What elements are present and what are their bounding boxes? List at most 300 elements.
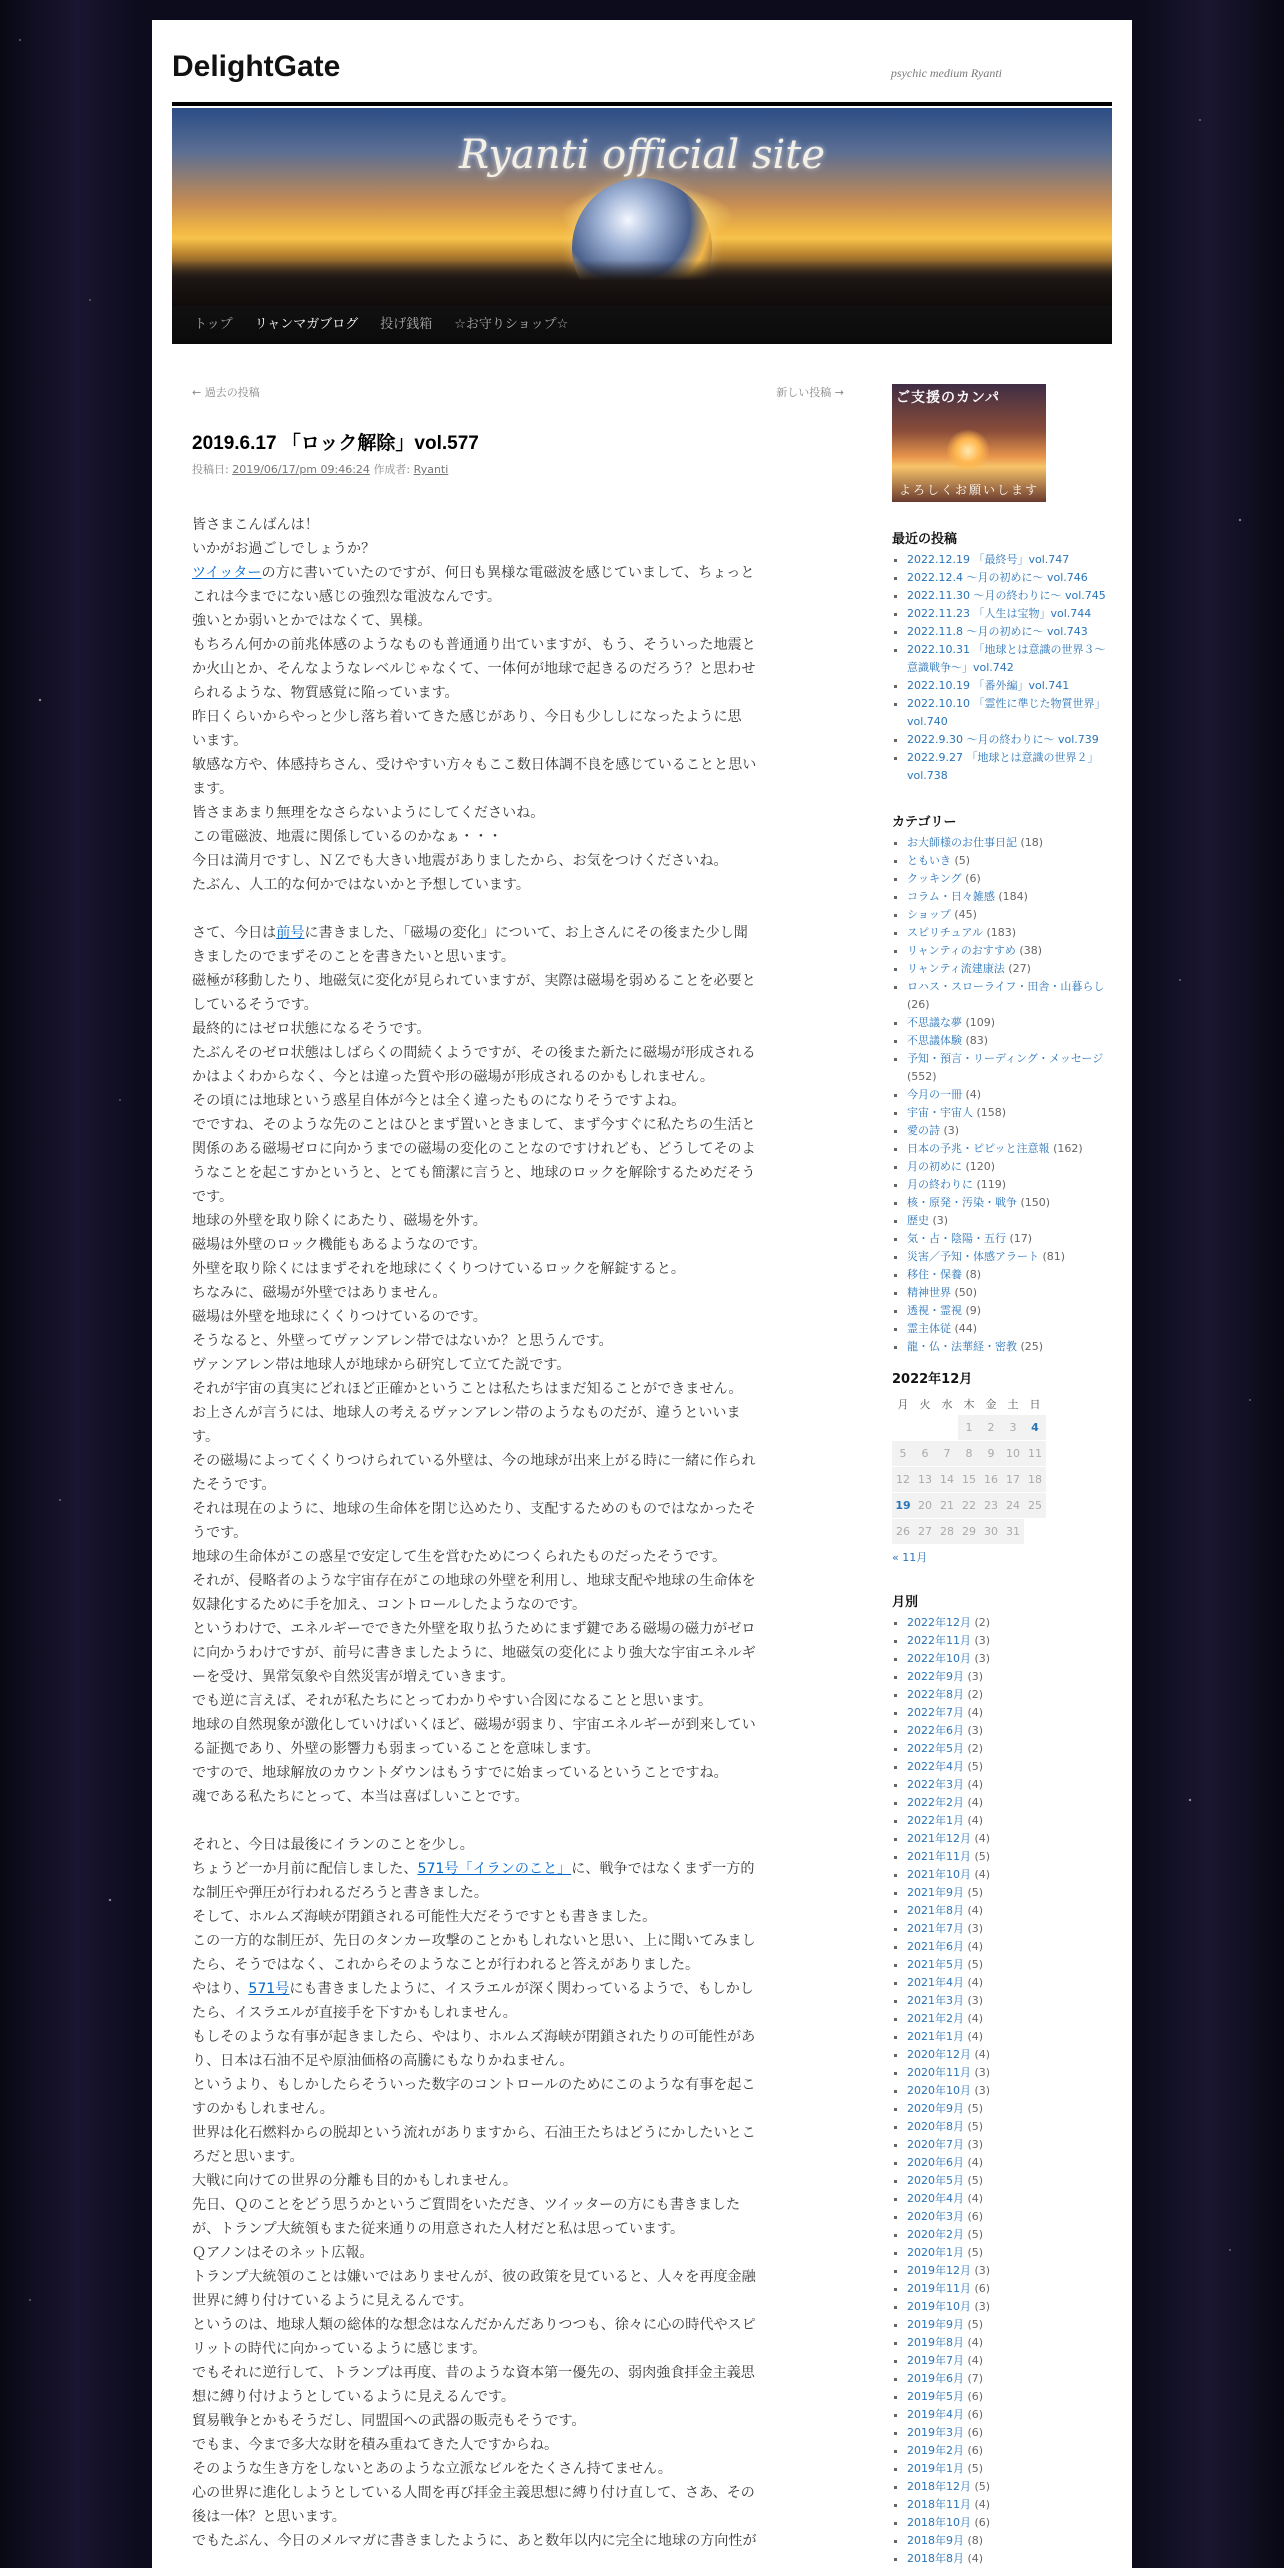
archive-link[interactable]: 2021年8月 [907, 1904, 964, 1917]
archive-count: (4) [967, 1814, 984, 1827]
post-text: 磁場は外壁を地球にくくりつけているのです。 [192, 1309, 487, 1325]
archive-item [907, 1992, 1107, 2010]
post-line [192, 1953, 832, 1977]
category-count: (38) [1019, 944, 1042, 957]
post-text: すのかもしれません。 [192, 2101, 334, 2117]
category-link[interactable]: クッキング [907, 872, 962, 885]
archive-link[interactable]: 2019年9月 [907, 2318, 964, 2331]
post-line [192, 1233, 832, 1257]
recent-post-link[interactable]: 2022.11.8 ～月の初めに～ vol.743 [907, 625, 1088, 638]
archive-link[interactable]: 2018年8月 [907, 2552, 964, 2565]
category-item [907, 1194, 1107, 1212]
category-count: (81) [1042, 1250, 1066, 1263]
archive-link[interactable]: 2020年8月 [907, 2120, 964, 2133]
post-text: 後は一体？と思います。 [192, 2509, 346, 2525]
category-count: (44) [954, 1322, 978, 1335]
page-wrapper [152, 20, 1132, 2568]
archive-link[interactable]: 2020年1月 [907, 2246, 964, 2259]
calendar-weekday: 水 [941, 1398, 953, 1411]
archive-count: (4) [967, 1976, 984, 1989]
calendar-day: 17 [1002, 1467, 1024, 1492]
recent-post-item [907, 551, 1107, 569]
category-count: (119) [976, 1178, 1007, 1191]
recent-post-link[interactable]: 2022.10.19 「番外編」vol.741 [907, 679, 1070, 692]
category-count: (162) [1053, 1142, 1083, 1155]
archive-item [907, 2550, 1107, 2568]
post-line [192, 1017, 832, 1041]
calendar-prev-month-link[interactable]: « 11月 [892, 1551, 928, 1564]
archive-count: (5) [974, 2480, 991, 2493]
category-link[interactable]: 霊主体従 [907, 1322, 951, 1335]
archive-count: (3) [967, 2138, 984, 2151]
category-count: (9) [965, 1304, 982, 1317]
post-text: 先日、Ｑのことをどう思うかというご質問をいただき、ツイッターの方にも書きました [192, 2197, 741, 2213]
post-line [192, 1521, 832, 1545]
category-count: (183) [986, 926, 1017, 939]
archive-link[interactable]: 2022年11月 [907, 1634, 971, 1647]
archive-link[interactable]: 2022年5月 [907, 1742, 964, 1755]
recent-post-link[interactable]: 2022.9.30 ～月の終わりに～ vol.739 [907, 733, 1099, 746]
post-line [192, 513, 832, 537]
archive-link[interactable]: 2020年4月 [907, 2192, 964, 2205]
archive-item [907, 1686, 1107, 1704]
post-line [192, 825, 832, 849]
archive-count: (4) [967, 2354, 984, 2367]
archive-count: (2) [974, 1616, 991, 1629]
archive-link[interactable]: 2020年10月 [907, 2084, 971, 2097]
calendar-day: 28 [936, 1519, 958, 1544]
post-text: の方に書いていたのですが、何日も異様な電磁波を感じていまして、ちょっと [261, 565, 755, 581]
archive-count: (5) [967, 2318, 984, 2331]
nav-item-top[interactable]: トップ [194, 317, 233, 332]
post-line [192, 993, 832, 1017]
category-link[interactable]: 今月の一冊 [907, 1088, 962, 1101]
archive-count: (3) [967, 1994, 984, 2007]
post-text: 世界は化石燃料からの脱却という流れがありますから、石油王たちはどうにかしたいとこ [192, 2125, 756, 2141]
archive-link[interactable]: 2021年7月 [907, 1922, 964, 1935]
category-link[interactable]: 移住・保養 [907, 1268, 962, 1281]
archive-item [907, 1974, 1107, 1992]
post-text: もちろん何かの前兆体感のようなものも普通通り出ていますが、もう、そういった地震と [192, 637, 756, 653]
category-link[interactable]: ともいき [907, 854, 951, 867]
category-item [907, 1014, 1107, 1032]
post-text: リットの時代に向かっているように感じます。 [192, 2341, 487, 2357]
post-line [192, 2241, 832, 2265]
archive-link[interactable]: 2020年11月 [907, 2066, 971, 2079]
paragraph-gap [192, 1809, 832, 1833]
post-line [192, 1713, 832, 1737]
nav-item-tip-box[interactable]: 投げ銭箱 [380, 317, 433, 332]
category-count: (25) [1020, 1340, 1044, 1353]
archive-count: (4) [974, 1832, 991, 1845]
archive-link[interactable]: 2019年1月 [907, 2462, 964, 2475]
archive-link[interactable]: 2022年10月 [907, 1652, 971, 1665]
nav-item-blog[interactable]: リャンマガブログ [254, 317, 359, 332]
site-description: psychic medium Ryanti [890, 66, 1002, 80]
archive-item [907, 2352, 1107, 2370]
archive-count: (3) [974, 1634, 991, 1647]
archive-link[interactable]: 2022年7月 [907, 1706, 964, 1719]
recent-posts-title: 最近の投稿 [892, 532, 958, 547]
archive-count: (4) [967, 1778, 984, 1791]
category-link[interactable]: 龍・仏・法華経・密教 [907, 1340, 1017, 1353]
category-count: (8) [965, 1268, 982, 1281]
post-line [192, 1905, 832, 1929]
archive-item [907, 2136, 1107, 2154]
nav-item-shop[interactable]: ☆お守りショップ☆ [454, 317, 569, 332]
calendar-empty-cell [914, 1415, 936, 1440]
post-text: というより、もしかしたらそういった数字のコントロールのためにこのような有事を起こ [192, 2077, 756, 2093]
post-text: です。 [192, 1189, 234, 1205]
archive-count: (4) [967, 1706, 984, 1719]
recent-post-item [907, 569, 1107, 587]
archive-link[interactable]: 2022年8月 [907, 1688, 964, 1701]
category-link[interactable]: 核・原発・汚染・戦争 [907, 1196, 1017, 1209]
inline-link[interactable]: ツイッター [192, 565, 262, 581]
category-link[interactable]: スピリチュアル [907, 926, 984, 939]
post-line [192, 2481, 832, 2505]
recent-post-link[interactable]: 2022.10.10 「霊性に準じた物質世界」vol.740 [907, 697, 1106, 728]
calendar-day: 20 [914, 1493, 936, 1518]
archive-item [907, 2154, 1107, 2172]
post-text: でもま、今まで多大な財を積み重ねてきた人ですからね。 [192, 2437, 559, 2453]
post-date-link[interactable]: 2019/06/17/pm 09:46:24 [232, 463, 370, 476]
post-line [192, 2529, 832, 2553]
post-line [192, 1785, 832, 1809]
post-text: ですので、地球解放のカウントダウンはもうすでに始まっているということですね。 [192, 1765, 728, 1781]
recent-post-item [907, 605, 1107, 623]
category-link[interactable]: 愛の詩 [907, 1124, 940, 1137]
post-text: 奴隷化するために手を加え、コントロールしたようなのです。 [192, 1597, 587, 1613]
post-text: な制圧や弾圧が行われるだろうと書きました。 [192, 1885, 488, 1901]
post-text: 地球の生命体がこの惑星で安定して生を営むためにつくられたものだったそうです。 [192, 1549, 727, 1565]
recent-post-item [907, 749, 1107, 785]
archive-link[interactable]: 2018年10月 [907, 2516, 971, 2529]
post-line [192, 1089, 832, 1113]
archives-list [892, 1614, 1107, 2568]
post-line [192, 945, 832, 969]
archive-link[interactable]: 2022年1月 [907, 1814, 964, 1827]
archive-count: (4) [967, 2336, 984, 2349]
recent-post-link[interactable]: 2022.11.23 「人生は宝物」vol.744 [907, 607, 1092, 620]
post-line [192, 777, 832, 801]
inline-link[interactable]: 571号「イランのこと」 [417, 1861, 572, 1877]
category-count: (552) [907, 1070, 937, 1083]
post-text: 最終的にはゼロ状態になるそうです。 [192, 1021, 431, 1037]
archive-item [907, 1920, 1107, 1938]
category-item [907, 1338, 1107, 1356]
recent-post-item [907, 623, 1107, 641]
post-text: 大戦に向けての世界の分離も目的かもしれません。 [192, 2173, 517, 2189]
calendar-day: 30 [980, 1519, 1002, 1544]
post-text: り、日本は石油不足や原油価格の高騰にもなりかねません。 [192, 2053, 574, 2069]
archive-link[interactable]: 2020年2月 [907, 2228, 964, 2241]
archive-link[interactable]: 2020年9月 [907, 2102, 964, 2115]
recent-post-link[interactable]: 2022.9.27 「地球とは意識の世界２」vol.738 [907, 751, 1099, 782]
category-link[interactable]: 災害／予知・体感アラート [907, 1250, 1039, 1263]
post-line [192, 2409, 832, 2433]
archive-link[interactable]: 2022年2月 [907, 1796, 964, 1809]
archive-link[interactable]: 2021年11月 [907, 1850, 971, 1863]
archive-item [907, 2082, 1107, 2100]
next-post-link[interactable]: 新しい投稿 → [776, 386, 844, 399]
archive-link[interactable]: 2019年3月 [907, 2426, 964, 2439]
category-link[interactable]: コラム・日々雑感 [907, 890, 995, 903]
category-link[interactable]: 透視・霊視 [907, 1304, 962, 1317]
archive-item [907, 2406, 1107, 2424]
category-item [907, 1104, 1107, 1122]
post-line [192, 2193, 832, 2217]
category-count: (83) [965, 1034, 989, 1047]
category-link[interactable]: 月の終わりに [907, 1178, 973, 1191]
archive-link[interactable]: 2021年6月 [907, 1940, 964, 1953]
post-author-link[interactable]: Ryanti [413, 463, 449, 476]
category-count: (5) [954, 854, 971, 867]
post-line [192, 2361, 832, 2385]
archive-link[interactable]: 2021年12月 [907, 1832, 971, 1845]
calendar-week [892, 1493, 1046, 1518]
post-line [192, 705, 832, 729]
archive-item [907, 2460, 1107, 2478]
archive-item [907, 2334, 1107, 2352]
post-line [192, 1665, 832, 1689]
category-link[interactable]: 精神世界 [907, 1286, 951, 1299]
post-navigation [192, 384, 844, 408]
archive-item [907, 2118, 1107, 2136]
categories-title: カテゴリー [892, 815, 957, 830]
archive-item [907, 1632, 1107, 1650]
recent-post-link[interactable]: 2022.12.4 ～月の初めに～ vol.746 [907, 571, 1088, 584]
archive-count: (6) [967, 2444, 984, 2457]
calendar-day: 13 [914, 1467, 936, 1492]
category-item [907, 852, 1107, 870]
archive-link[interactable]: 2019年5月 [907, 2390, 964, 2403]
archive-item [907, 2496, 1107, 2514]
post-line [192, 1593, 832, 1617]
category-link[interactable]: 歴史 [907, 1214, 929, 1227]
calendar-day: 18 [1024, 1467, 1046, 1492]
category-link[interactable]: 予知・預言・リーディング・メッセージ [907, 1052, 1104, 1065]
calendar-day: 24 [1002, 1493, 1024, 1518]
archive-item [907, 1938, 1107, 1956]
archive-link[interactable]: 2022年12月 [907, 1616, 971, 1629]
post-text: います。 [192, 733, 248, 749]
archive-item [907, 1614, 1107, 1632]
post-text: この一方的な制圧が、先日のタンカー攻撃のことかもしれないと思い、上に聞いてみまし [192, 1933, 756, 1949]
post-line [192, 969, 832, 993]
post-line [192, 1545, 832, 1569]
inline-link[interactable]: 571号 [248, 1981, 290, 1997]
post-line [192, 609, 832, 633]
calendar-empty-cell [892, 1415, 914, 1440]
category-item [907, 1086, 1107, 1104]
archive-link[interactable]: 2018年12月 [907, 2480, 971, 2493]
archive-item [907, 2046, 1107, 2064]
archive-link[interactable]: 2019年10月 [907, 2300, 971, 2313]
category-link[interactable]: 不思議な夢 [907, 1016, 962, 1029]
category-item [907, 1050, 1107, 1086]
archive-item [907, 2316, 1107, 2334]
post-text: られるような、物質感覚に陥っています。 [192, 685, 459, 701]
header-banner-image [172, 108, 1112, 306]
post-line [192, 1689, 832, 1713]
archive-link[interactable]: 2020年5月 [907, 2174, 964, 2187]
archive-link[interactable]: 2022年9月 [907, 1670, 964, 1683]
archive-link[interactable]: 2021年2月 [907, 2012, 964, 2025]
archive-count: (3) [974, 2264, 991, 2277]
post-text: す。 [192, 1429, 220, 1445]
category-item [907, 942, 1107, 960]
post-text: が、トランプ大統領もまた従来通りの用意された人材だと私は思っています。 [192, 2221, 685, 2237]
calendar-day[interactable]: 19 [892, 1493, 914, 1518]
category-count: (27) [1008, 962, 1031, 975]
archives-title: 月別 [892, 1595, 919, 1610]
archive-count: (5) [967, 1886, 984, 1899]
category-link[interactable]: ロハス・スローライフ・田舎・山暮らし [907, 980, 1105, 993]
post-line [192, 2265, 832, 2289]
archive-link[interactable]: 2019年7月 [907, 2354, 964, 2367]
archive-link[interactable]: 2018年11月 [907, 2498, 971, 2511]
archive-item [907, 2514, 1107, 2532]
post-text: でも逆に言えば、それが私たちにとってわかりやすい合図になることと思います。 [192, 1693, 713, 1709]
recent-post-link[interactable]: 2022.10.31 「地球とは意識の世界３～意識戦争～」vol.742 [907, 643, 1106, 674]
category-item [907, 1320, 1107, 1338]
previous-post-link[interactable]: ← 過去の投稿 [192, 386, 260, 399]
post-text: 世界に縛り付けているように見えるんです。 [192, 2293, 473, 2309]
category-link[interactable]: 不思議体験 [907, 1034, 962, 1047]
archive-item [907, 2100, 1107, 2118]
post-line [192, 849, 832, 873]
paragraph-gap [192, 897, 832, 921]
archive-link[interactable]: 2021年3月 [907, 1994, 964, 2007]
archive-count: (6) [967, 2426, 984, 2439]
category-count: (158) [976, 1106, 1007, 1119]
post-text: いかがお過ごしでしょうか？ [192, 541, 376, 557]
calendar-day[interactable]: 4 [1024, 1415, 1046, 1440]
post-line [192, 921, 832, 945]
category-count: (50) [954, 1286, 978, 1299]
archive-item [907, 2190, 1107, 2208]
post-line [192, 2505, 832, 2529]
calendar-caption: 2022年12月 [892, 1372, 973, 1387]
post-text: この電磁波、地震に関係しているのかなぁ・・・ [192, 829, 503, 845]
inline-link[interactable]: 前号 [276, 925, 305, 941]
archive-link[interactable]: 2021年10月 [907, 1868, 971, 1881]
archive-link[interactable]: 2021年1月 [907, 2030, 964, 2043]
post-text: やはり、 [192, 1981, 249, 1997]
post-line [192, 1401, 832, 1425]
archive-link[interactable]: 2020年3月 [907, 2210, 964, 2223]
archive-item [907, 1794, 1107, 1812]
archive-count: (6) [967, 2390, 984, 2403]
post-text: しているそうです。 [192, 997, 318, 1013]
archive-link[interactable]: 2020年12月 [907, 2048, 971, 2061]
category-link[interactable]: 宇宙・宇宙人 [907, 1106, 973, 1119]
post-line [192, 1881, 832, 1905]
recent-post-link[interactable]: 2022.12.19 「最終号」vol.747 [907, 553, 1070, 566]
calendar-day: 31 [1002, 1519, 1024, 1544]
post-text: お上さんが言うには、地球人の考えるヴァンアレン帯のようなものだが、違うといいま [192, 1405, 741, 1421]
recent-post-link[interactable]: 2022.11.30 ～月の終わりに～ vol.745 [907, 589, 1106, 602]
archive-link[interactable]: 2020年6月 [907, 2156, 964, 2169]
donation-banner[interactable] [892, 384, 1046, 502]
calendar-empty-cell [1024, 1519, 1046, 1544]
archive-link[interactable]: 2019年2月 [907, 2444, 964, 2457]
archive-item [907, 2424, 1107, 2442]
category-link[interactable]: 日本の予兆・ピピッと注意報 [907, 1142, 1050, 1155]
archive-count: (3) [974, 1652, 991, 1665]
archive-link[interactable]: 2019年8月 [907, 2336, 964, 2349]
post-text: 想に縛り付けようとしているように見えるんです。 [192, 2389, 516, 2405]
category-item [907, 888, 1107, 906]
post-meta [192, 461, 832, 477]
archive-item [907, 1668, 1107, 1686]
post-line [192, 537, 832, 561]
archive-link[interactable]: 2022年3月 [907, 1778, 964, 1791]
post-line [192, 1425, 832, 1449]
post-text: これは今までにない感じの強烈な電波なんです。 [192, 589, 501, 605]
post-text: 今日は満月ですし、ＮＺでも大きい地震がありましたから、お気をつけくださいね。 [192, 853, 728, 869]
archive-link[interactable]: 2022年4月 [907, 1760, 964, 1773]
calendar-day: 5 [892, 1441, 914, 1466]
archive-link[interactable]: 2021年5月 [907, 1958, 964, 1971]
category-link[interactable]: お大師様のお仕事日記 [907, 836, 1017, 849]
post-text: にも書きましたように、イスラエルが深く関わっているようで、もしかし [289, 1981, 754, 1997]
post-text: 皆さまあまり無理をなさらないようにしてくださいね。 [192, 805, 545, 821]
archive-count: (4) [974, 1868, 991, 1881]
archive-item [907, 1704, 1107, 1722]
post-text: その頃には地球という惑星自体が今とは全く違ったものになりそうですよね。 [192, 1093, 686, 1109]
archive-link[interactable]: 2019年12月 [907, 2264, 971, 2277]
archive-link[interactable]: 2019年4月 [907, 2408, 964, 2421]
archive-link[interactable]: 2019年6月 [907, 2372, 964, 2385]
archive-link[interactable]: 2018年9月 [907, 2534, 964, 2547]
site-title-link[interactable]: DelightGate [172, 50, 341, 83]
archive-link[interactable]: 2022年6月 [907, 1724, 964, 1737]
archive-link[interactable]: 2021年9月 [907, 1886, 964, 1899]
category-link[interactable]: 月の初めに [907, 1160, 962, 1173]
donation-banner-caption-top: ご支援のカンパ [896, 390, 1001, 406]
archive-link[interactable]: 2021年4月 [907, 1976, 964, 1989]
post-text: たぶん、人工的な何かではないかと予想しています。 [192, 877, 530, 893]
category-item [907, 1032, 1107, 1050]
category-link[interactable]: リャンティのおすすめ [907, 944, 1016, 957]
archive-count: (4) [967, 1940, 984, 1953]
post-text: でもそれに逆行して、トランプは再度、昔のような資本第一優先の、弱肉強食拝金主義思 [192, 2365, 755, 2381]
archive-count: (8) [967, 2534, 984, 2547]
post-text: ちなみに、磁場が外壁ではありません。 [192, 1285, 447, 1301]
category-count: (18) [1020, 836, 1044, 849]
archive-item [907, 2532, 1107, 2550]
post-line [192, 2121, 832, 2145]
post-text: 心の世界に進化しようとしている人間を再び拝金主義思想に縛り付け直して、さあ、その [192, 2485, 755, 2501]
archive-count: (4) [974, 2498, 991, 2511]
post-line [192, 681, 832, 705]
post-line [192, 1977, 832, 2001]
calendar-empty-cell [936, 1415, 958, 1440]
category-link[interactable]: リャンティ流建康法 [907, 962, 1005, 975]
post-text: それと、今日は最後にイランのことを少し。 [192, 1837, 474, 1853]
archive-link[interactable]: 2019年11月 [907, 2282, 971, 2295]
post-line [192, 585, 832, 609]
calendar-weekday: 月 [897, 1398, 909, 1411]
category-count: (150) [1020, 1196, 1051, 1209]
post-line [192, 2433, 832, 2457]
archive-link[interactable]: 2020年7月 [907, 2138, 964, 2151]
calendar-day: 11 [1024, 1441, 1046, 1466]
category-link[interactable]: 気・占・陰陽・五行 [907, 1232, 1006, 1245]
category-link[interactable]: ショップ [907, 908, 951, 921]
